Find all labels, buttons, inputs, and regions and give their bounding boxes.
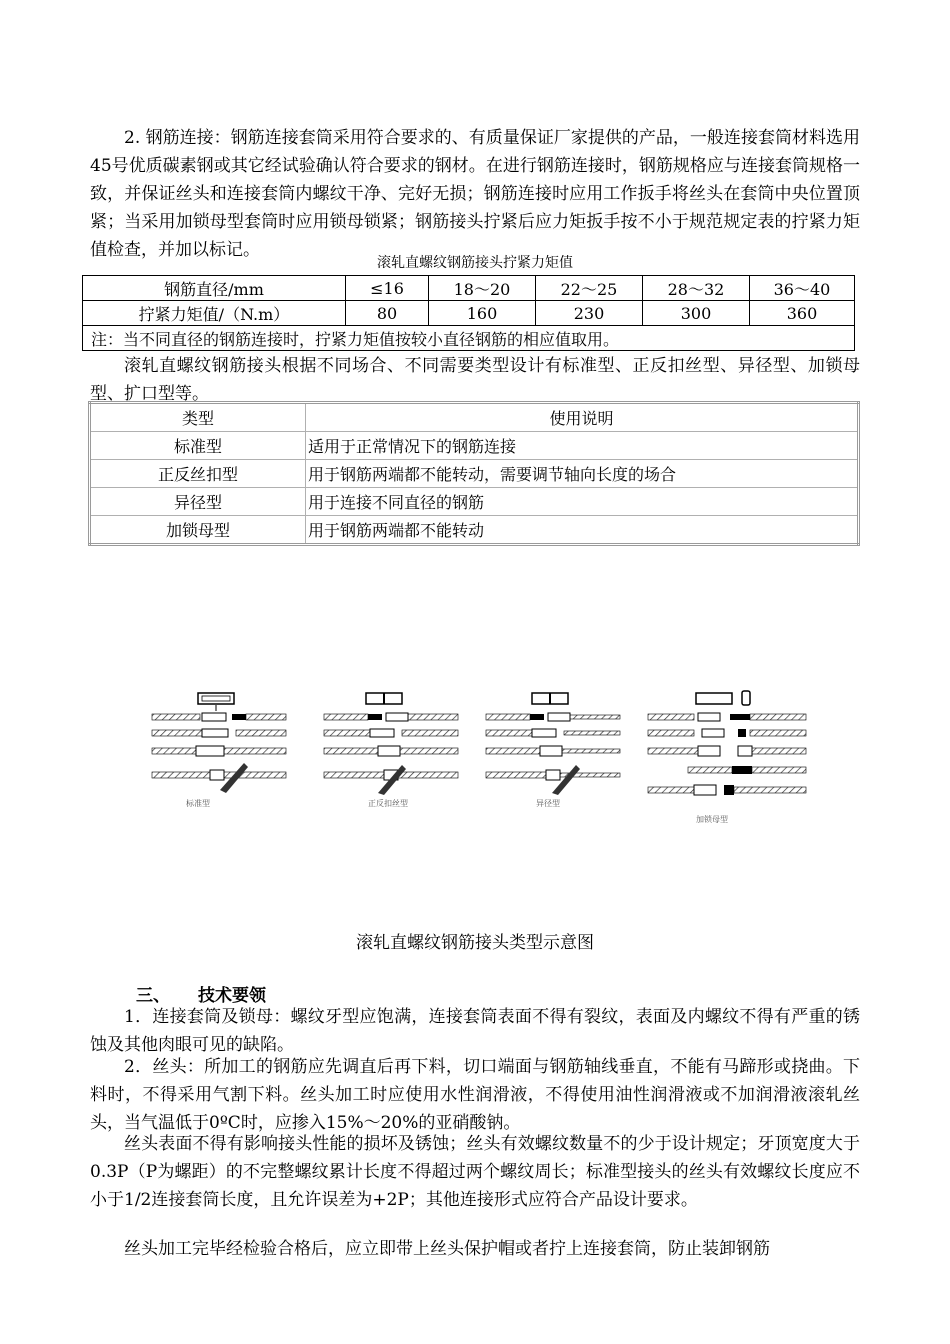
table-row [90,516,859,545]
table-row [83,326,855,351]
table-row [90,460,859,488]
paragraph-protection-cap: 丝头加工完毕经检验合格后，应立即带上丝头保护帽或者拧上连接套筒，防止装卸钢筋 [124,1239,770,1259]
svg-text:异径型: 异径型 [536,799,560,808]
reducer-joint-drawing [486,693,620,808]
table-row [90,488,859,516]
section-number: 三、 [136,986,170,1006]
table-cell: 80 [346,301,429,326]
table-cell: 36～40 [750,276,855,301]
standard-joint-drawing [152,693,286,808]
table-cell: 160 [429,301,536,326]
table-cell: 300 [643,301,750,326]
paragraph-joint-types: 滚轧直螺纹钢筋接头根据不同场合、不同需要类型设计有标准型、正反扣丝型、异径型、加锁母型、扩口型等。 [90,356,860,404]
paragraph-thread-surface: 丝头表面不得有影响接头性能的损坏及锈蚀；丝头有效螺纹数量不的少于设计规定；牙顶宽度大于0.3P（P为螺距）的不完整螺纹累计长度不得超过两个螺纹周长；标准型接头的丝头有效螺纹长度应不小于1/2连接套筒长度，且允许误差为+2P；其他连接形式应符合产品设计要求。 [90,1134,860,1210]
reverse-thread-joint-drawing [324,693,458,808]
table-cell: 230 [536,301,643,326]
torque-table [82,275,855,351]
table-cell: ≤16 [346,276,429,301]
table-cell: 钢筋直径/mm [83,276,346,301]
paragraph-sleeve-locknut: 1．连接套筒及锁母：螺纹牙型应饱满，连接套筒表面不得有裂纹，表面及内螺纹不得有严重的锈蚀及其他肉眼可见的缺陷。 [90,1007,860,1055]
table-cell: 28～32 [643,276,750,301]
table-cell: 异径型 [90,488,306,516]
table-row [83,301,855,326]
table-cell: 拧紧力矩值/（N.m） [83,301,346,326]
table-row [90,432,859,460]
svg-text:标准型: 标准型 [186,799,210,808]
svg-text:正反扣丝型: 正反扣丝型 [368,799,408,808]
types-table [88,401,860,546]
table-cell: 360 [750,301,855,326]
section-title: 技术要领 [198,986,266,1006]
table-cell: 用于连接不同直径的钢筋 [306,488,859,516]
joint-types-diagram [140,685,820,830]
table-row [83,276,855,301]
table-cell: 18～20 [429,276,536,301]
table-cell: 用于钢筋两端都不能转动 [306,516,859,545]
paragraph-rebar-connection: 2. 钢筋连接：钢筋连接套筒采用符合要求的、有质量保证厂家提供的产品，一般连接套筒材料选用45号优质碳素钢或其它经试验确认符合要求的钢材。在进行钢筋连接时，钢筋规格应与连接套筒规格一致，并保证丝头和连接套筒内螺纹干净、完好无损；钢筋连接时应用工作扳手将丝头在套筒中央位置顶紧；当采用加锁母型套筒时应用锁母锁紧；钢筋接头拧紧后应力矩扳手按不小于规范规定表的拧紧力矩值检查，并加以标记。 [90,128,860,260]
torque-table-caption: 滚轧直螺纹钢筋接头拧紧力矩值 [377,255,573,271]
table-row [90,403,859,432]
table-cell: 22～25 [536,276,643,301]
table-header-cell: 类型 [90,403,306,432]
table-header-cell: 使用说明 [306,403,859,432]
table-cell: 正反丝扣型 [90,460,306,488]
svg-text:加锁母型: 加锁母型 [696,815,728,824]
paragraph-thread-end: 2．丝头：所加工的钢筋应先调直后再下料，切口端面与钢筋轴线垂直，不能有马蹄形或挠曲。下料时，不得采用气割下料。丝头加工时应使用水性润滑液，不得使用油性润滑液或不加润滑液滚轧丝头，当气温低于0ºC时，应掺入15%～20%的亚硝酸钠。 [90,1057,860,1133]
locknut-joint-drawing [648,691,806,824]
table-note: 注：当不同直径的钢筋连接时，拧紧力矩值按较小直径钢筋的相应值取用。 [83,326,855,351]
table-cell: 标准型 [90,432,306,460]
table-cell: 加锁母型 [90,516,306,545]
table-cell: 适用于正常情况下的钢筋连接 [306,432,859,460]
figure-caption: 滚轧直螺纹钢筋接头类型示意图 [356,933,594,953]
table-cell: 用于钢筋两端都不能转动，需要调节轴向长度的场合 [306,460,859,488]
